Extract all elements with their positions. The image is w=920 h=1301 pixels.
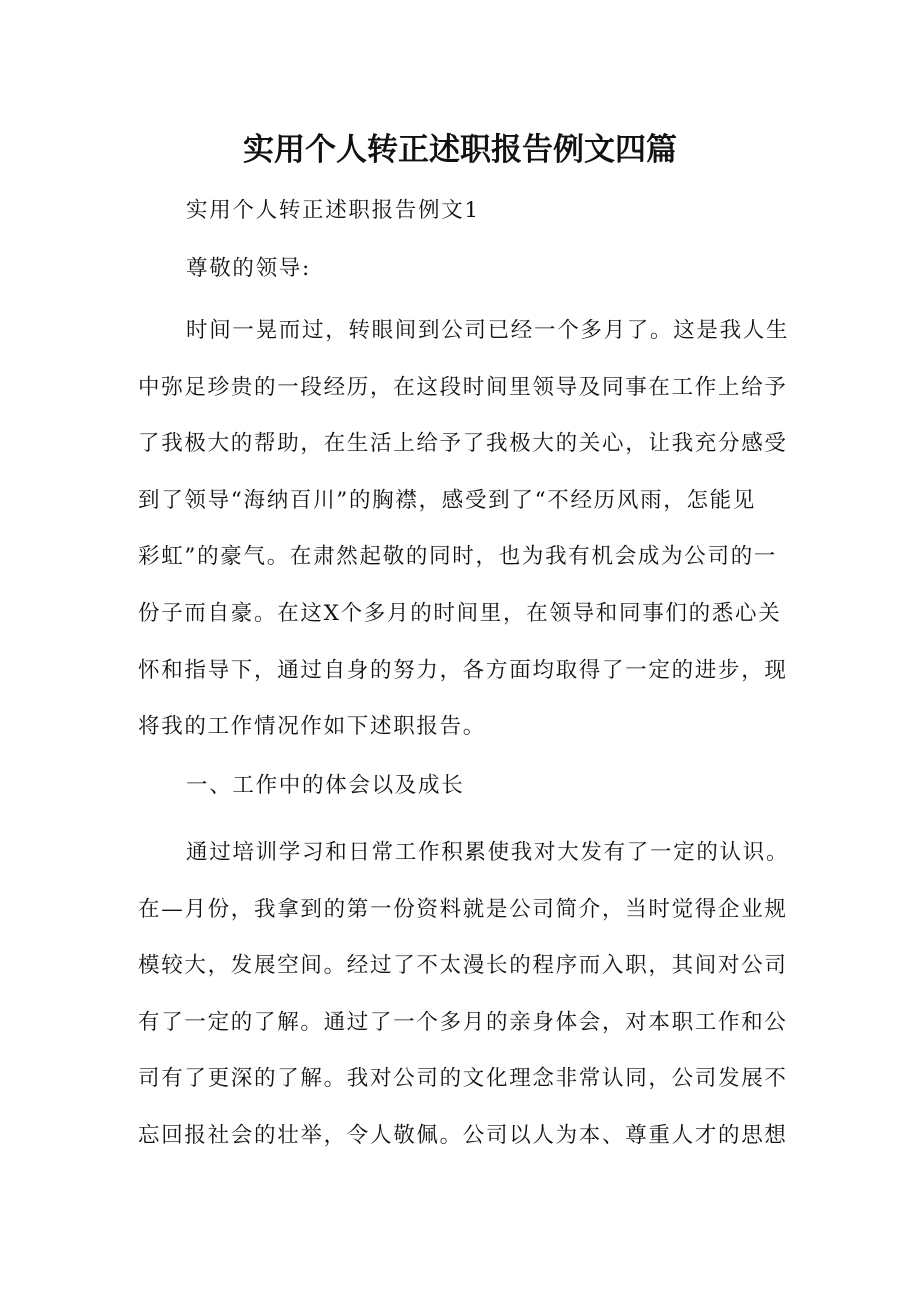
paragraph-line: 到了领导“海纳百川”的胸襟，感受到了“不经历风雨，怎能见 (138, 487, 757, 513)
paragraph-line: 模较大，发展空间。经过了不太漫长的程序而入职，其间对公司 (138, 953, 788, 979)
paragraph-line: 忘回报社会的壮举，令人敬佩。公司以人为本、尊重人才的思想 (138, 1122, 788, 1148)
paragraph-line: 彩虹”的豪气。在肃然起敬的同时，也为我有机会成为公司的一 (138, 544, 778, 570)
paragraph-line: 通过培训学习和日常工作积累使我对大发有了一定的认识。 (186, 840, 790, 865)
document-title: 实用个人转正述职报告例文四篇 (243, 132, 677, 168)
paragraph-line: 份子而自豪。在这X个多月的时间里，在领导和同事们的悉心关 (138, 600, 782, 626)
section-heading: 一、工作中的体会以及成长 (186, 773, 465, 798)
paragraph-line: 怀和指导下，通过自身的努力，各方面均取得了一定的进步，现 (138, 657, 788, 683)
paragraph-line: 时间一晃而过，转眼间到公司已经一个多月了。这是我人生 (186, 318, 790, 343)
paragraph-line: 了我极大的帮助，在生活上给予了我极大的关心，让我充分感受 (138, 431, 788, 457)
paragraph-intro (138, 303, 792, 756)
paragraph-line: 司有了更深的了解。我对公司的文化理念非常认同，公司发展不 (138, 1066, 788, 1092)
document-subtitle: 实用个人转正述职报告例文1 (186, 198, 480, 223)
paragraph-section1 (138, 825, 792, 1165)
salutation: 尊敬的领导: (186, 256, 311, 281)
paragraph-line: 将我的工作情况作如下述职报告。 (138, 714, 487, 740)
paragraph-line: 有了一定的了解。通过了一个多月的亲身体会，对本职工作和公 (138, 1009, 788, 1035)
paragraph-line: 中弥足珍贵的一段经历，在这段时间里领导及同事在工作上给予 (138, 374, 788, 400)
paragraph-line: 在—月份，我拿到的第一份资料就是公司简介，当时觉得企业规 (138, 896, 788, 922)
